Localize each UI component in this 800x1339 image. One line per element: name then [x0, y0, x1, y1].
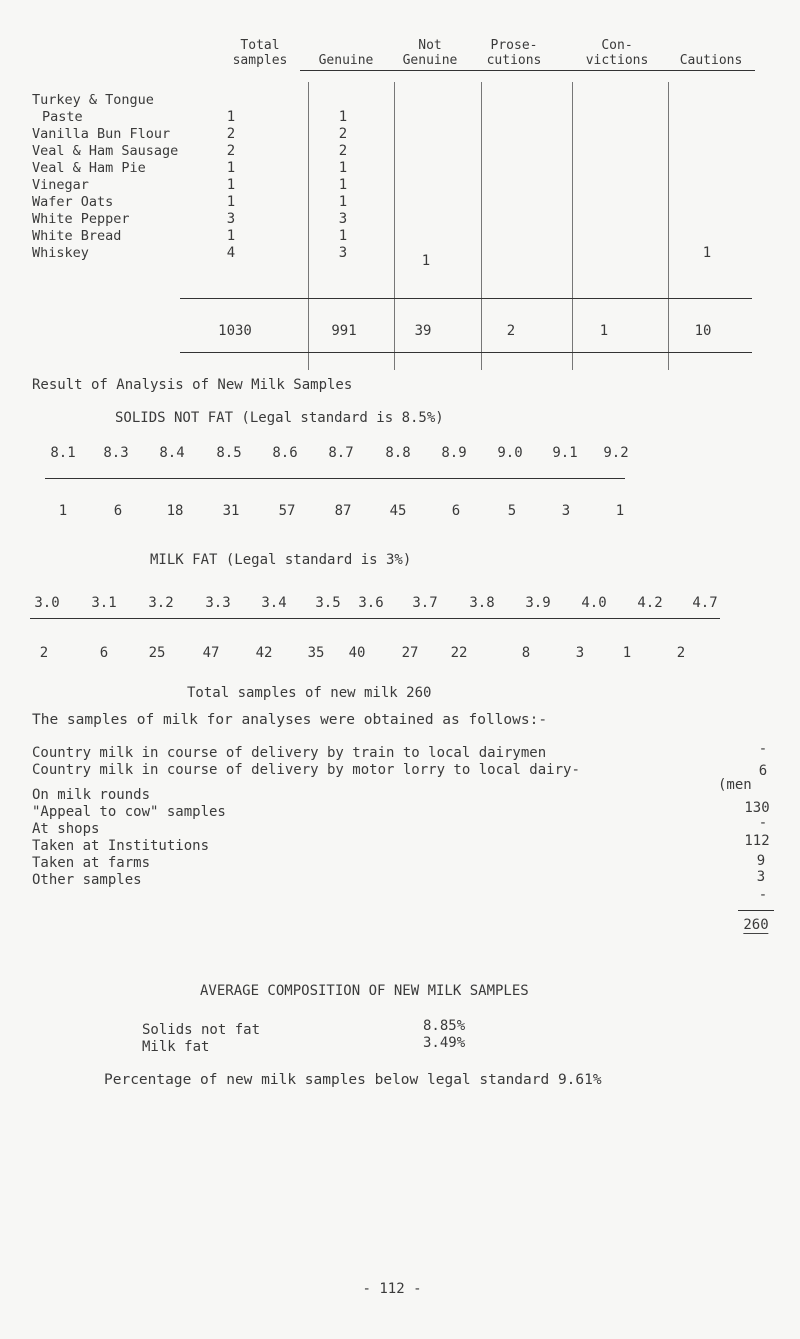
fat-count: 22	[450, 645, 468, 661]
cell-cautions: 1	[702, 245, 712, 261]
average-label: Solids not fat	[142, 1022, 261, 1038]
cell-genuine: 2	[338, 126, 348, 142]
column-rule	[394, 82, 395, 370]
row-label: Vanilla Bun Flour	[32, 126, 171, 142]
column-rule	[668, 82, 669, 370]
cell-total: 2	[226, 143, 236, 159]
source-label: Country milk in course of delivery by motor lorry to local dairy-	[32, 762, 580, 778]
cell-total: 1	[226, 109, 236, 125]
below-standard-text: Percentage of new milk samples below legal standard 9.61%	[104, 1072, 602, 1088]
fat-count: 47	[202, 645, 220, 661]
total-cautions-value: 10	[694, 323, 712, 339]
cell-genuine: 2	[338, 143, 348, 159]
cell-genuine: 1	[338, 177, 348, 193]
source-value: 130	[744, 800, 770, 816]
cell-genuine: 1	[338, 109, 348, 125]
snf-value: 8.8	[385, 445, 411, 461]
snf-value: 8.1	[50, 445, 76, 461]
snf-value: 9.0	[497, 445, 523, 461]
total-samples-value: 1030	[218, 323, 252, 339]
snf-count: 45	[389, 503, 407, 519]
fat-value: 4.0	[581, 595, 607, 611]
source-label: Other samples	[32, 872, 142, 888]
cell-total: 1	[226, 228, 236, 244]
fat-value: 4.7	[692, 595, 718, 611]
header-genuine: Genuine	[318, 53, 374, 68]
snf-count: 1	[615, 503, 625, 519]
row-label: Veal & Ham Pie	[32, 160, 146, 176]
fat-count: 1	[622, 645, 632, 661]
column-rule	[308, 82, 309, 370]
row-label: White Bread	[32, 228, 122, 244]
total-prosecutions-value: 2	[506, 323, 516, 339]
sources-total: 260	[743, 917, 769, 933]
header-rule	[300, 70, 755, 71]
source-label: At shops	[32, 821, 100, 837]
sources-total-rule	[738, 910, 774, 911]
source-label: Taken at farms	[32, 855, 151, 871]
cell-total: 4	[226, 245, 236, 261]
fat-count: 2	[676, 645, 686, 661]
header-convictions: Con- victions	[585, 38, 649, 68]
average-heading: AVERAGE COMPOSITION OF NEW MILK SAMPLES	[200, 983, 529, 999]
source-value: -	[758, 815, 768, 831]
snf-value: 8.9	[441, 445, 467, 461]
cell-genuine: 3	[338, 211, 348, 227]
totals-top-rule	[180, 298, 752, 299]
snf-value: 8.7	[328, 445, 354, 461]
fat-value: 3.7	[412, 595, 438, 611]
cell-total: 3	[226, 211, 236, 227]
row-label: White Pepper	[32, 211, 130, 227]
fat-value: 3.3	[205, 595, 231, 611]
fat-value: 3.4	[261, 595, 287, 611]
source-label-continuation: (men	[718, 777, 752, 793]
row-label: Wafer Oats	[32, 194, 114, 210]
fat-count: 35	[307, 645, 325, 661]
snf-heading: SOLIDS NOT FAT (Legal standard is 8.5%)	[115, 410, 444, 426]
row-label: Vinegar	[32, 177, 89, 193]
source-value: 6	[758, 763, 768, 779]
source-value: 112	[744, 833, 770, 849]
fat-count: 42	[255, 645, 273, 661]
snf-value: 8.6	[272, 445, 298, 461]
snf-count: 5	[507, 503, 517, 519]
total-genuine-value: 991	[331, 323, 357, 339]
total-not-genuine-value: 39	[414, 323, 432, 339]
snf-value: 9.1	[552, 445, 578, 461]
cell-genuine: 1	[338, 194, 348, 210]
source-label: "Appeal to cow" samples	[32, 804, 226, 820]
fat-value: 3.0	[34, 595, 60, 611]
average-value: 8.85%	[423, 1018, 466, 1034]
fat-value: 3.1	[91, 595, 117, 611]
fat-value: 3.9	[525, 595, 551, 611]
row-label: Veal & Ham Sausage	[32, 143, 179, 159]
cell-total: 2	[226, 126, 236, 142]
fat-count: 25	[148, 645, 166, 661]
source-value: 9	[756, 853, 766, 869]
source-value: -	[758, 741, 768, 757]
snf-count: 31	[222, 503, 240, 519]
fat-heading: MILK FAT (Legal standard is 3%)	[150, 552, 412, 568]
source-value: 3	[756, 869, 766, 885]
fat-count: 2	[39, 645, 49, 661]
fat-rule	[30, 618, 720, 619]
snf-rule	[45, 478, 625, 479]
snf-count: 6	[451, 503, 461, 519]
snf-count: 3	[561, 503, 571, 519]
header-prosecutions: Prose- cutions	[486, 38, 542, 68]
average-label: Milk fat	[142, 1039, 210, 1055]
snf-count: 18	[166, 503, 184, 519]
source-value: -	[758, 887, 768, 903]
fat-count: 40	[348, 645, 366, 661]
cell-not-genuine: 1	[421, 253, 431, 269]
fat-value: 4.2	[637, 595, 663, 611]
header-cautions: Cautions	[679, 53, 743, 68]
cell-genuine: 3	[338, 245, 348, 261]
header-total-samples: Total samples	[232, 38, 288, 68]
source-label: Taken at Institutions	[32, 838, 210, 854]
cell-total: 1	[226, 160, 236, 176]
fat-count: 8	[521, 645, 531, 661]
snf-count: 87	[334, 503, 352, 519]
cell-genuine: 1	[338, 228, 348, 244]
source-label: Country milk in course of delivery by train to local dairymen	[32, 745, 547, 761]
snf-value: 8.5	[216, 445, 242, 461]
snf-count: 1	[58, 503, 68, 519]
fat-value: 3.2	[148, 595, 174, 611]
column-rule	[481, 82, 482, 370]
fat-count: 27	[401, 645, 419, 661]
page-number: - 112 -	[362, 1281, 422, 1297]
fat-count: 3	[575, 645, 585, 661]
fat-value: 3.6	[358, 595, 384, 611]
fat-count: 6	[99, 645, 109, 661]
snf-count: 57	[278, 503, 296, 519]
snf-value: 8.3	[103, 445, 129, 461]
totals-bottom-rule	[180, 352, 752, 353]
total-new-milk-samples: Total samples of new milk 260	[187, 685, 432, 701]
fat-value: 3.8	[469, 595, 495, 611]
row-label: Whiskey	[32, 245, 89, 261]
total-convictions-value: 1	[599, 323, 609, 339]
cell-total: 1	[226, 194, 236, 210]
source-label: On milk rounds	[32, 787, 151, 803]
row-label: Turkey & Tongue Paste	[32, 92, 154, 125]
snf-value: 9.2	[603, 445, 629, 461]
cell-genuine: 1	[338, 160, 348, 176]
average-value: 3.49%	[423, 1035, 466, 1051]
snf-count: 6	[113, 503, 123, 519]
milk-analysis-title: Result of Analysis of New Milk Samples	[32, 377, 353, 393]
fat-value: 3.5	[315, 595, 341, 611]
header-not-genuine: Not Genuine	[402, 38, 458, 68]
column-rule	[572, 82, 573, 370]
cell-total: 1	[226, 177, 236, 193]
sources-intro: The samples of milk for analyses were obtained as follows:-	[32, 712, 548, 728]
snf-value: 8.4	[159, 445, 185, 461]
